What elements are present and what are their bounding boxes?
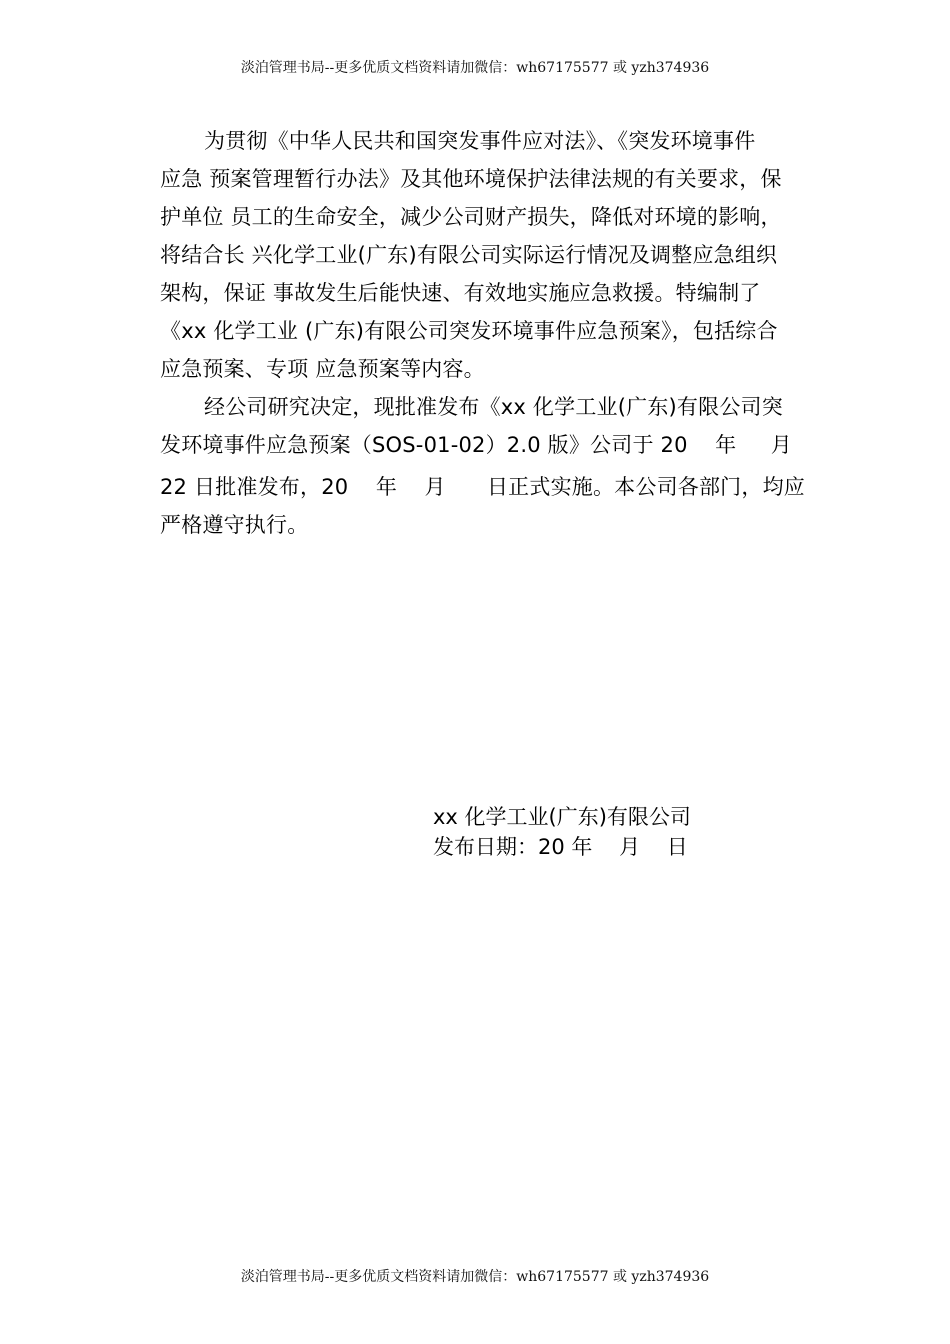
paragraph-1-line: 护单位 员工的生命安全，减少公司财产损失，降低对环境的影响，	[160, 205, 782, 229]
paragraph-1-line: 为贯彻《中华人民共和国突发事件应对法》、《突发环境事件	[204, 129, 756, 153]
paragraph-2-line: 发环境事件应急预案（SOS-01-02）2.0 版》公司于 20 年 月	[160, 433, 792, 457]
paragraph-1	[160, 122, 828, 388]
paragraph-2-line: 严格遵守执行。	[160, 513, 309, 537]
paragraph-2	[160, 388, 828, 544]
page-header: 淡泊管理书局--更多优质文档资料请加微信：wh67175577 或 yzh374936	[240, 60, 710, 76]
paragraph-1-line: 将结合长 兴化学工业(广东)有限公司实际运行情况及调整应急组织	[160, 243, 778, 267]
paragraph-1-line: 架构，保证 事故发生后能快速、有效地实施应急救援。特编制了	[160, 281, 761, 305]
paragraph-2-line: 经公司研究决定，现批准发布《xx 化学工业(广东)有限公司突	[204, 395, 783, 419]
paragraph-1-line: 应急 预案管理暂行办法》及其他环境保护法律法规的有关要求，保	[160, 167, 782, 191]
signature-block	[433, 802, 691, 862]
signature-company: xx 化学工业(广东)有限公司	[433, 805, 691, 829]
paragraph-1-line: 《xx 化学工业 (广东)有限公司突发环境事件应急预案》，包括综合	[160, 319, 778, 343]
paragraph-2-line: 22 日批准发布，20 年 月 日正式实施。本公司各部门，均应	[160, 475, 805, 499]
signature-date: 发布日期：20 年 月 日	[433, 835, 688, 859]
page-footer: 淡泊管理书局--更多优质文档资料请加微信：wh67175577 或 yzh374936	[240, 1269, 710, 1285]
document-body	[160, 122, 828, 544]
paragraph-1-line: 应急预案、专项 应急预案等内容。	[160, 357, 485, 381]
